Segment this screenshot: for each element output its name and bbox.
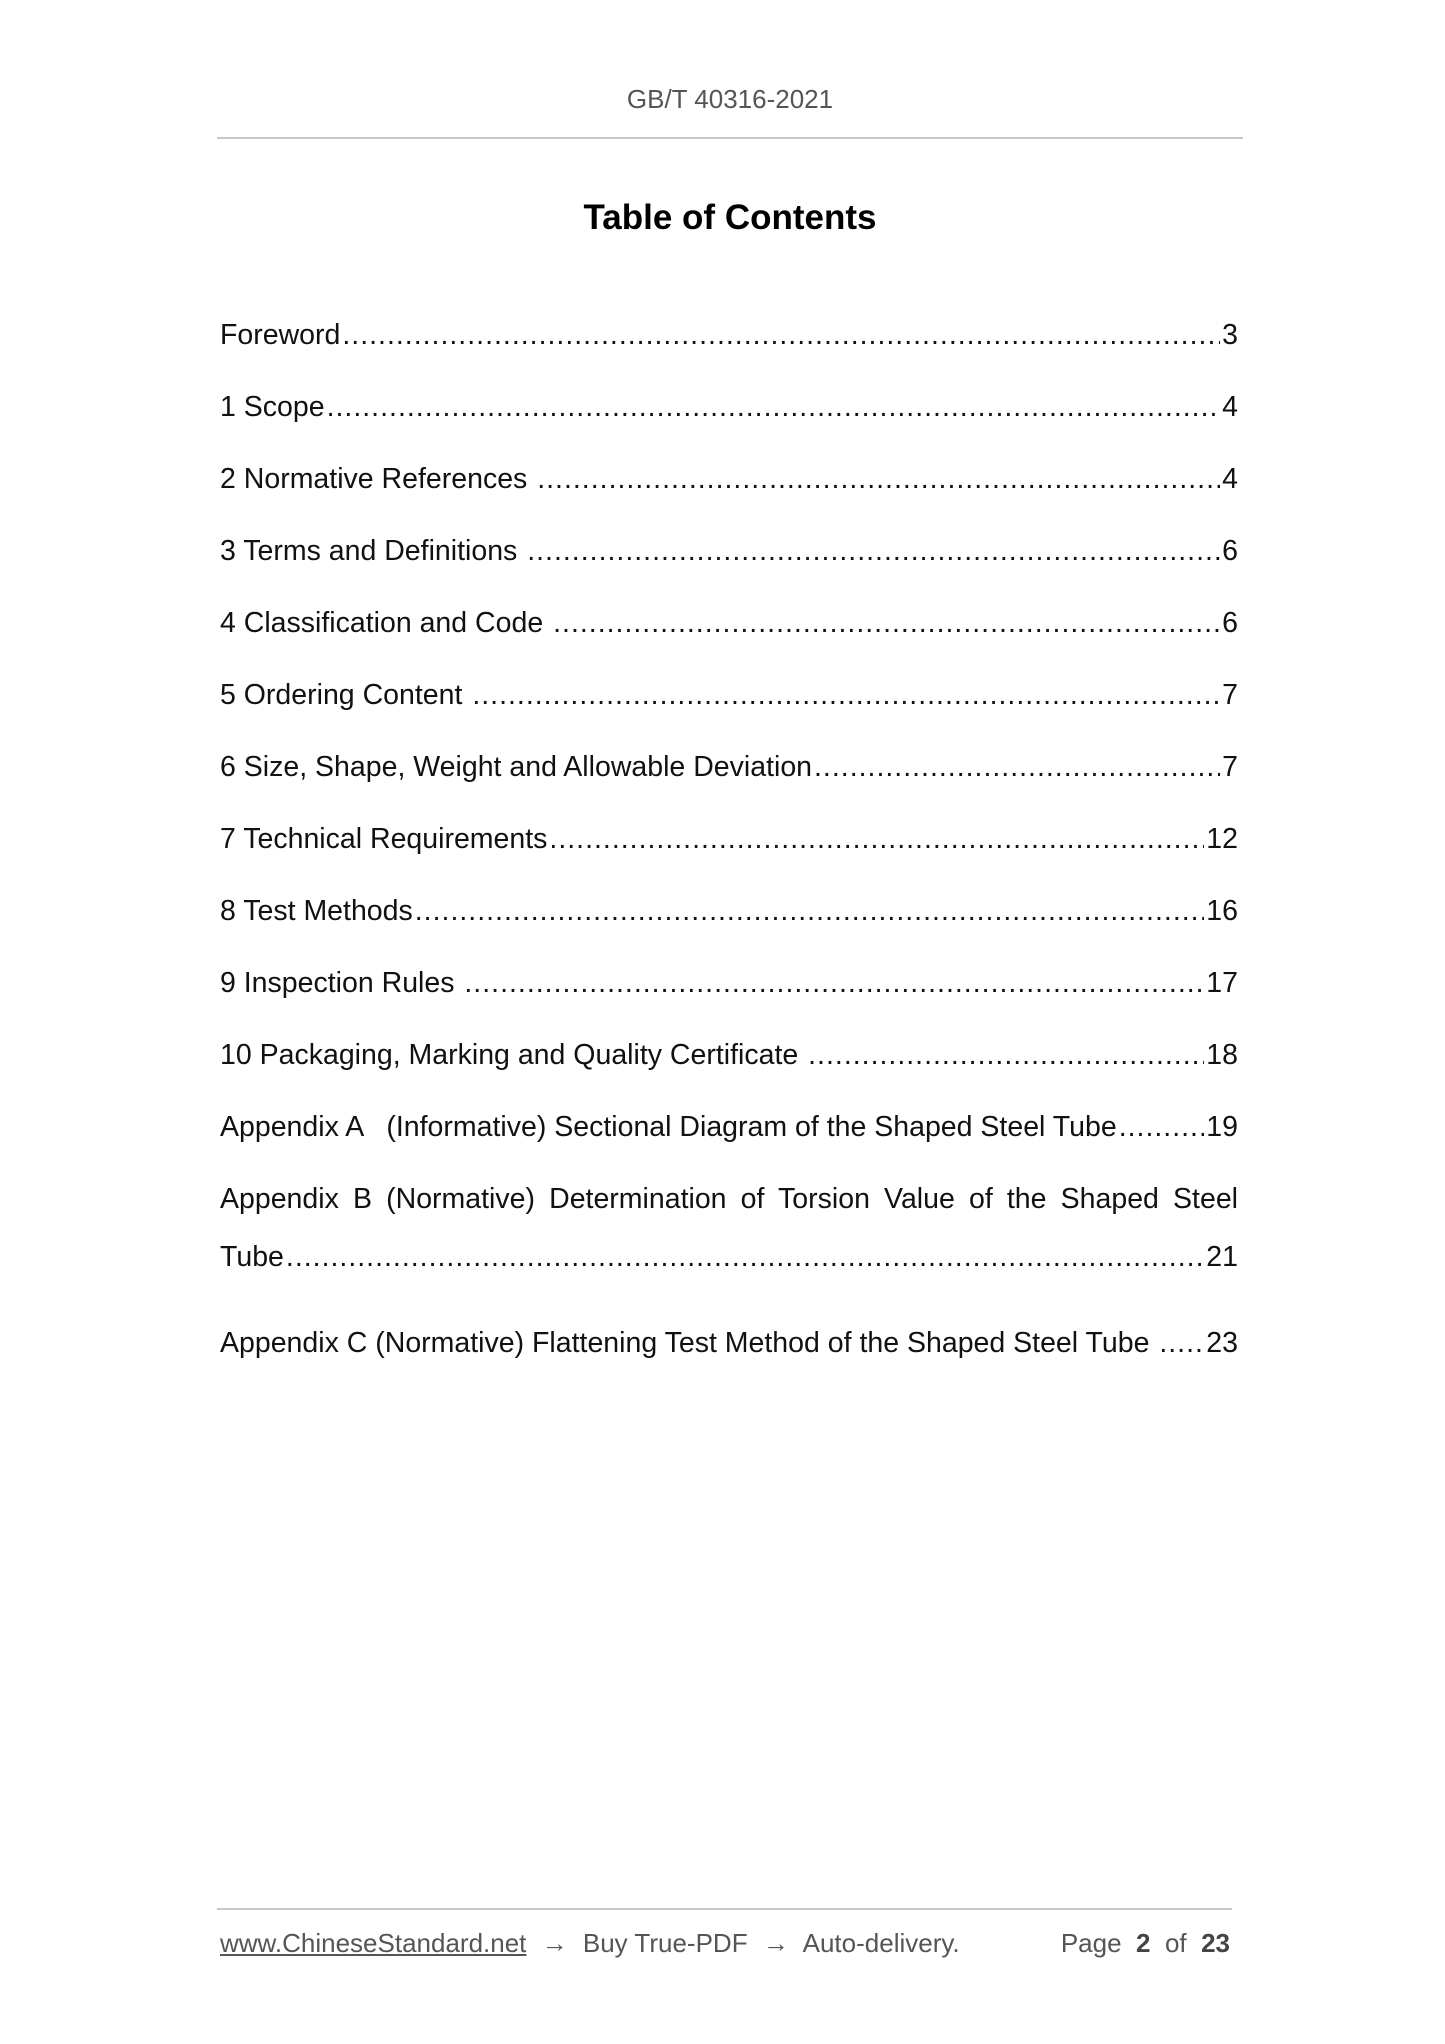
dot-leader <box>527 534 1220 568</box>
toc-entry-page: 19 <box>1206 1111 1238 1143</box>
dot-leader <box>286 1240 1204 1274</box>
buy-text: Buy True-PDF <box>582 1928 748 1958</box>
toc-entry-page: 17 <box>1206 967 1238 999</box>
toc-entry-label: 4 Classification and Code <box>220 607 552 639</box>
toc-entry-appendix-b[interactable] <box>220 1182 1238 1326</box>
toc-entry-label-line1: Appendix B (Normative) Determination of Torsion Value of the Shaped Steel <box>220 1183 1238 1215</box>
dot-leader <box>472 678 1220 712</box>
dot-leader <box>327 390 1221 424</box>
toc-entry-label: Appendix A (Informative) Sectional Diagram of the Shaped Steel Tube <box>220 1111 1117 1143</box>
toc-entry-label: 6 Size, Shape, Weight and Allowable Deviation <box>220 751 813 783</box>
toc-entry-packaging-marking[interactable] <box>220 1038 1238 1110</box>
toc-entry-inspection-rules[interactable] <box>220 966 1238 1038</box>
toc-entry-label: 1 Scope <box>220 391 325 423</box>
right-arrow-icon: → <box>541 1928 568 1958</box>
toc-entry-label: 10 Packaging, Marking and Quality Certificate <box>220 1039 807 1071</box>
toc-entry-label: Appendix C (Normative) Flattening Test Method of the Shaped Steel Tube <box>220 1327 1158 1359</box>
toc-entry-terms-and-definitions[interactable] <box>220 534 1238 606</box>
dot-leader <box>1159 1326 1204 1360</box>
dot-leader <box>342 318 1220 352</box>
total-pages: 23 <box>1201 1928 1230 1958</box>
toc-entry-page: 21 <box>1206 1241 1238 1273</box>
toc-entry-scope[interactable] <box>220 390 1238 462</box>
toc-entry-technical-requirements[interactable] <box>220 822 1238 894</box>
toc-entry-ordering-content[interactable] <box>220 678 1238 750</box>
dot-leader <box>415 894 1205 928</box>
document-id-header: GB/T 40316-2021 <box>626 84 834 114</box>
dot-leader <box>814 750 1220 784</box>
toc-entry-label: 7 Technical Requirements <box>220 823 548 855</box>
toc-entry-label: 3 Terms and Definitions <box>220 535 526 567</box>
table-of-contents <box>220 318 1238 1398</box>
toc-entry-normative-references[interactable] <box>220 462 1238 534</box>
toc-entry-test-methods[interactable] <box>220 894 1238 966</box>
dot-leader <box>549 822 1204 856</box>
current-page: 2 <box>1136 1928 1151 1958</box>
toc-entry-label: 2 Normative References <box>220 463 536 495</box>
toc-entry-foreword[interactable] <box>220 318 1238 390</box>
page-footer <box>220 1928 1230 1959</box>
header-divider <box>217 137 1243 139</box>
dot-leader <box>464 966 1204 1000</box>
toc-entry-page: 12 <box>1206 823 1238 855</box>
toc-entry-page: 23 <box>1206 1327 1238 1359</box>
page-title: Table of Contents <box>583 198 877 237</box>
dot-leader <box>1119 1110 1205 1144</box>
toc-entry-page: 6 <box>1222 535 1238 567</box>
website-link[interactable]: www.ChineseStandard.net <box>220 1928 527 1958</box>
dot-leader <box>553 606 1220 640</box>
toc-entry-label: 5 Ordering Content <box>220 679 471 711</box>
page-number <box>1061 1928 1230 1959</box>
footer-promo <box>220 1928 960 1959</box>
page-word: Page <box>1060 1928 1122 1958</box>
toc-entry-page: 7 <box>1222 679 1238 711</box>
toc-entry-label: 8 Test Methods <box>220 895 413 927</box>
toc-entry-appendix-a[interactable] <box>220 1110 1238 1182</box>
toc-entry-label-line2: Tube <box>220 1241 284 1273</box>
toc-entry-page: 18 <box>1206 1039 1238 1071</box>
toc-entry-page: 6 <box>1222 607 1238 639</box>
delivery-text: Auto-delivery. <box>802 1928 960 1958</box>
toc-entry-label: 9 Inspection Rules <box>220 967 463 999</box>
toc-entry-size-shape-weight[interactable] <box>220 750 1238 822</box>
toc-entry-label: Foreword <box>220 319 341 351</box>
toc-entry-appendix-c[interactable] <box>220 1326 1238 1398</box>
of-word: of <box>1164 1928 1187 1958</box>
toc-entry-page: 4 <box>1222 391 1238 423</box>
toc-entry-page: 7 <box>1222 751 1238 783</box>
dot-leader <box>808 1038 1204 1072</box>
toc-entry-classification-and-code[interactable] <box>220 606 1238 678</box>
toc-entry-page: 3 <box>1222 319 1238 351</box>
right-arrow-icon: → <box>762 1928 789 1958</box>
toc-entry-page: 16 <box>1206 895 1238 927</box>
dot-leader <box>537 462 1220 496</box>
toc-entry-page: 4 <box>1222 463 1238 495</box>
footer-divider <box>217 1908 1232 1910</box>
